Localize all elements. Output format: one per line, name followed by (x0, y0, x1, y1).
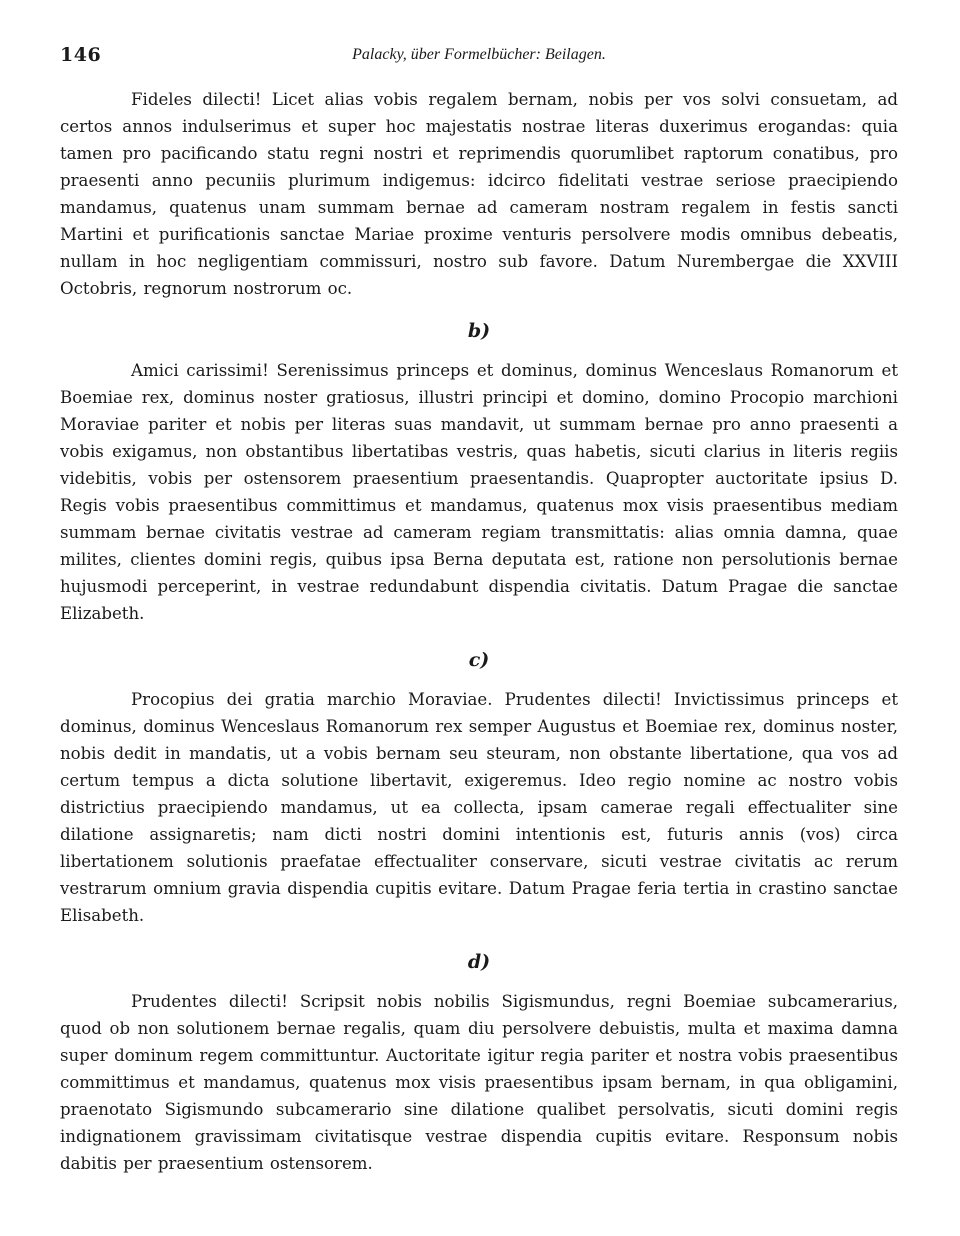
document-page (60, 40, 898, 1177)
section-c-label: c) (468, 649, 490, 671)
section-c-text: Procopius dei gratia marchio Moraviae. Prudentes dilecti! Invictissimus princeps et dominus, dominus Wenceslaus Romanorum rex semper Augustus et Boemiae rex, dominus noster, nobis dedit in mandatis, ut a vobis bernam seu steuram, non obstante libertatione, qua vos ad certum tempus a dicta solutione libertavit, exigeremus. Ideo regio nomine ac nostro vobis districtius praecipiendo mandamus, ut ea collecta, ipsam camerae regali effectualiter sine dilatione assignaretis; nam dicti nostri domini intentionis est, futuris annis (vos) circa libertationem solutionis praefatae effectualiter conservare, sicuti vestrae civitatis ac rerum vestrarum omnium gravia dispendia cupitis evitare. Datum Pragae feria tertia in crastino sanctae Elisabeth. (60, 690, 898, 925)
section-a-text: Fideles dilecti! Licet alias vobis regalem bernam, nobis per vos solvi consuetam, ad certos annos indulserimus et super hoc majestatis nostrae literas duxerimus erogandas: quia tamen pro pacificando statu regni nostri et reprimendis quorumlibet raptorum conatibus, pro praesenti anno pecuniis plurimum indigemus: idcirco fidelitati vestrae seriose praecipiendo mandamus, quatenus unam summam bernae ad cameram nostram regalem in festis sancti Martini et purificationis sanctae Mariae proxime venturis persolvere modis omnibus debeatis, nullam in hoc negligentiam commissuri, nostro sub favore. Datum Nurembergae die XXVIII Octobris, regnorum nostrorum oc. (60, 90, 898, 298)
running-title: Palacky, über Formelbücher: Beilagen. (352, 46, 606, 63)
section-b-text: Amici carissimi! Serenissimus princeps et dominus, dominus Wenceslaus Romanorum et Boemiae rex, dominus noster gratiosus, illustri principi et domino, domino Procopio marchioni Moraviae pariter et nobis per literas suas mandavit, ut summam bernae pro anno praesenti a vobis exigamus, non obstantibus libertatibas vestris, quas habetis, sicuti clarius in literis regiis videbitis, vobis per ostensorem praesentium praesentandis. Quapropter auctoritate ipsius D. Regis vobis praesentibus committimus et mandamus, quatenus mox visis praesentibus mediam summam bernae civitatis vestrae ad cameram regiam transmittatis: alias omnia damna, quae milites, clientes domini regis, quibus ipsa Berna deputata est, ratione non persolutionis bernae hujusmodi perceperint, in vestrae redundabunt dispendia civitatis. Datum Pragae die sanctae Elizabeth. (60, 361, 898, 623)
page-number: 146 (60, 44, 102, 66)
section-d-label: d) (467, 951, 491, 973)
section-d-text: Prudentes dilecti! Scripsit nobis nobilis Sigismundus, regni Boemiae subcamerarius, quod ob non solutionem bernae regalis, quam diu persolvere debuistis, multa et maxima damna super dominum regem committuntur. Auctoritate igitur regia pariter et nostra vobis praesentibus committimus et mandamus, quatenus mox visis praesentibus ipsam bernam, in qua obligamini, praenotato Sigismundo subcamerario sine dilatione qualibet persolvatis, sicuti domini regis indignationem gravissimam civitatisque vestrae dispendia cupitis evitare. Responsum nobis dabitis per praesentium ostensorem. (60, 992, 898, 1173)
section-b-label: b) (467, 320, 491, 342)
page-header (60, 40, 898, 80)
